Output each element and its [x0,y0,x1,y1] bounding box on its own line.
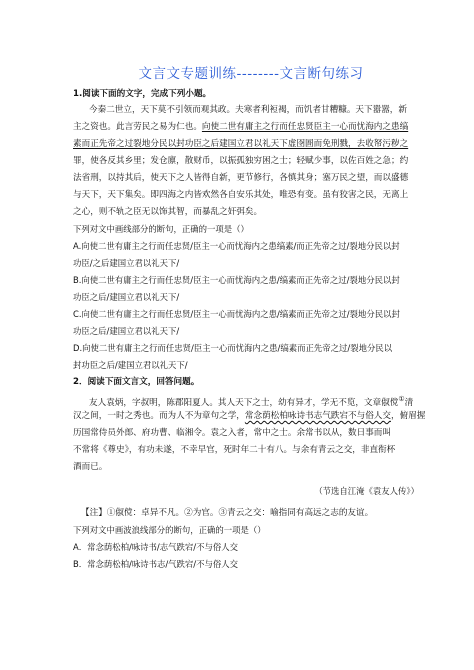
q1-option-b-cont: 功臣之后/建国立君以礼天下/ [73,292,180,302]
q1-passage-line: 与天下，天下集矣。即四海之内皆欢然各自安乐其处，唯恐有变。虽有狡害之民，无离上 [73,190,409,200]
q1-passage-line: 主之资也。此言劳民之易为仁也。向使二世有庸主之行而任忠贤臣主一心而忧海内之患缟 [73,122,409,132]
q1-heading: 1.阅读下面的文字，完成下列小题。 [73,89,212,99]
q1-passage-line [73,138,429,150]
q1-passage-line: 之心，则不轨之臣无以饰其智，而暴乱之奸弭矣。 [73,207,263,217]
q1-option-c-cont: 功臣之后/建国立君以礼天下/ [73,326,180,336]
q1-passage-line: 法省刑，以持其后，使天下之人皆得自新，更节修行，各慎其身；塞万民之望，而以盛德 [73,173,409,183]
q2-passage-line: 酒而已。 [73,462,108,472]
q2-heading: 2．阅读下面文言文，回答问题。 [73,377,200,387]
q2-passage-line: 历国常侍员外郎、府功曹、临湘令。袁之入者，常中之士。余常书以从，数日事而叫 [73,428,391,438]
q2-question: 下列对文中画波浪线部分的断句，正确的一项是（） [73,525,266,535]
q1-option-b[interactable]: B.向使二世有庸主之行而任忠贤/臣主一心而忧海内之患/缟素而正先帝之过/裂地分民以封 [73,275,400,285]
q1-option-d-cont: 封功臣之后/建国立君以礼天下/ [73,360,188,370]
q2-passage-line: 友人袁炳，字叔明，陈郡阳夏人。其人天下之士，幼有异才，学无不览，文章俶傥①清 [89,395,414,408]
q2-passage-line: 汉之间，一时之秀也。而为人不为章句之学，常念荫松柏咏诗书志气跌宕不与俗人交，俯眉握 [73,411,426,421]
page-title: 文言文专题训练--------文言断句练习 [138,66,364,82]
q1-passage-line: 今秦二世立，天下莫不引领而观其政。夫寒者利裋褐，而饥者甘糟糠。天下嚣嚣，新 [89,105,407,115]
q1-underlined-text: 向使二世有庸主之行而任忠贤臣主一心而忧海内之患缟 [201,122,409,132]
q1-option-a-cont: 功臣/之后建国立君以礼天下/ [73,258,180,268]
q1-option-c[interactable]: C.向使二世有庸主之行而任忠贤/臣主一心而忧海内之患/缟素而正先帝之过/裂地分民以封 [73,309,400,319]
q1-question: 下列对文中画线部分的断句，正确的一项是（） [73,224,249,234]
q1-option-a[interactable]: A.向使二世有庸主之行而任忠贤/臣主一心而忧海内之患缟素/而正先帝之过/裂地分民以封 [73,241,400,251]
q1-underlined-text: 素而正先帝之过裂地分民以封功臣之后建国立君以礼天下虚囹圄而免刑戮，去收帑污秽之 [73,139,409,149]
q2-note: 【注】①俶傥：卓异不凡。②为官。③青云之交：喻指同有高远之志的友谊。 [81,508,374,518]
q2-option-b[interactable]: B．常念荫松柏/咏诗书志/气跌宕/不与俗人交 [73,559,238,569]
q2-option-a[interactable]: A．常念荫松柏/咏诗书/志气跌宕/不与俗人交 [73,542,238,552]
q2-passage-line: 不常将《尊史》，有功未遂，不幸早官，死时年二十有八。与余有青云之交，非直衔杯 [73,445,396,455]
q2-wavy-underlined-text: 常念荫松柏咏诗书志气跌宕不与俗人交 [244,411,391,421]
q2-source: （节选自江淹《袁友人传》） [314,486,419,496]
q1-option-d[interactable]: D.向使二世有庸主之行而任忠贤/臣主一心而忧海内之患/缟素而正先帝之过/裂地分民以 [73,343,393,353]
q1-passage-line: 罪，使各反其乡里；发仓廪，散财币，以振孤独穷困之士；轻赋少事，以佐百姓之急；约 [73,156,409,166]
